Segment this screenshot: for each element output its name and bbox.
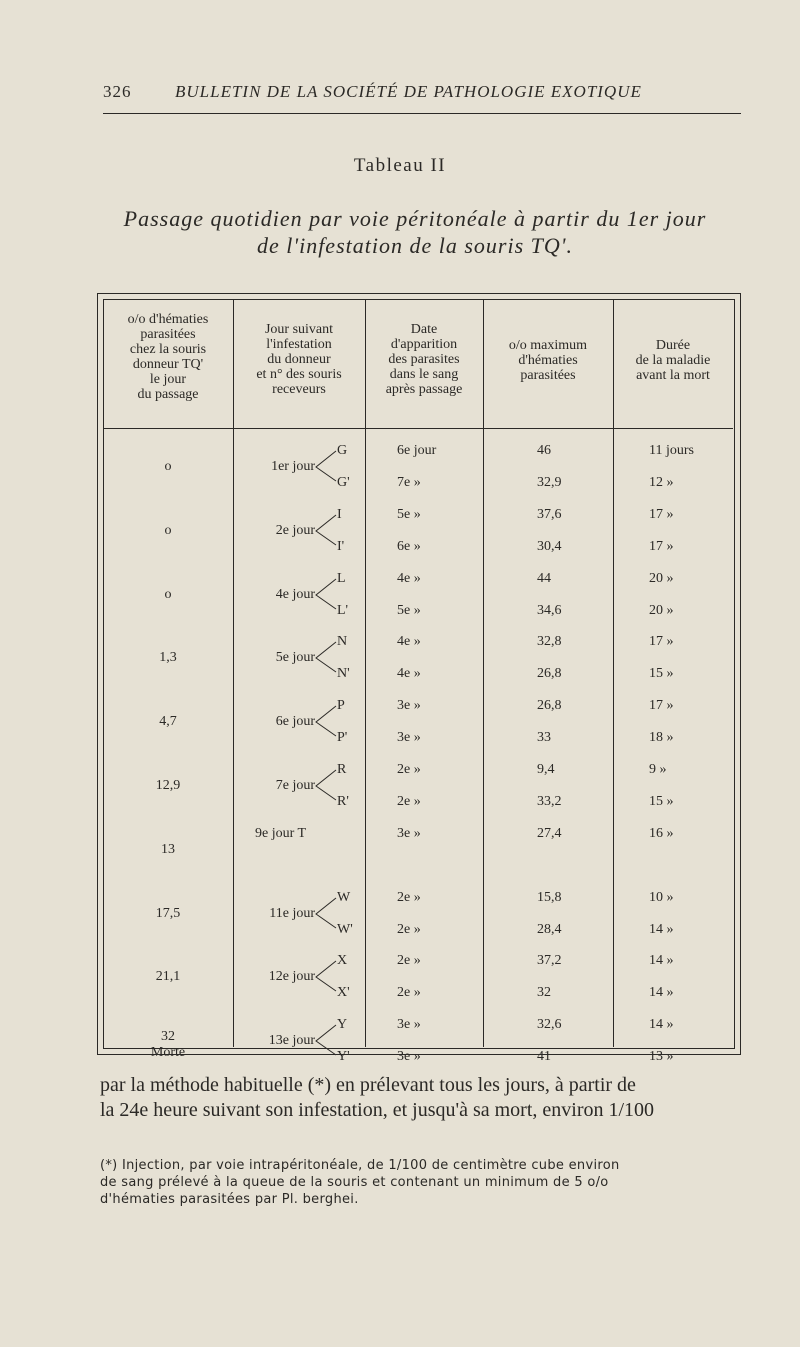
- branch-bracket: [314, 513, 338, 547]
- disease-duration: 20 »: [649, 602, 674, 618]
- max-parasitemia: 9,4: [537, 762, 555, 777]
- appearance-date: 3e »: [397, 1049, 421, 1065]
- column-header-line: du donneur: [267, 352, 331, 367]
- disease-duration: 17 »: [649, 634, 674, 650]
- disease-duration: 17 »: [649, 506, 674, 522]
- donor-percent: 12,9: [155, 778, 181, 793]
- recipient-mouse-label: P': [337, 730, 348, 746]
- recipient-mouse-label: Y': [337, 1049, 350, 1065]
- max-parasitemia: 30,4: [537, 538, 562, 554]
- column-header: [233, 322, 365, 397]
- max-parasitemia: 37,6: [537, 506, 562, 522]
- donor-percent: 13: [161, 841, 175, 857]
- recipient-mouse-label: I': [337, 538, 345, 554]
- column-header-line: donneur TQ': [132, 357, 204, 372]
- max-parasitemia: 46: [537, 443, 551, 458]
- max-parasitemia: 27,4: [537, 825, 562, 841]
- appearance-date: 2e »: [397, 953, 421, 969]
- column-header-line: du passage: [137, 387, 199, 402]
- column-header-line: parasitées: [520, 368, 576, 383]
- max-parasitemia: 34,6: [537, 602, 562, 618]
- max-parasitemia: 15,8: [537, 889, 562, 905]
- appearance-date: 4e »: [397, 570, 421, 586]
- branch-bracket: [314, 959, 338, 993]
- appearance-date: 3e »: [397, 730, 421, 746]
- donor-percent: 4,7: [159, 714, 177, 730]
- caption-line-2: de l'infestation de la souris TQ'.: [257, 233, 573, 258]
- branch-bracket: [314, 1023, 338, 1057]
- appearance-date: 4e »: [397, 634, 421, 650]
- body-paragraph: [100, 1073, 740, 1123]
- recipient-mouse-label: Y: [337, 1017, 348, 1033]
- column-header-line: dans le sang: [389, 367, 459, 382]
- column-header-line: après passage: [385, 382, 463, 397]
- donor-note: Morte: [150, 1045, 186, 1061]
- body-line-1: par la méthode habituelle (*) en prélevant tous les jours, à partir de: [100, 1074, 636, 1096]
- appearance-date: 3e »: [397, 698, 421, 714]
- column-header-line: o/o d'hématies: [127, 312, 209, 327]
- max-parasitemia: 28,4: [537, 921, 562, 937]
- appearance-date: 2e »: [397, 985, 421, 1001]
- appearance-date: 5e »: [397, 506, 421, 522]
- column-header: [483, 338, 613, 383]
- page-number: 326: [103, 82, 132, 101]
- passage-day: 5e jour: [275, 650, 315, 666]
- disease-duration: 20 »: [649, 570, 674, 586]
- donor-percent: o: [164, 522, 172, 538]
- footnote-line-3: d'hématies parasitées par Pl. berghei.: [100, 1192, 359, 1207]
- disease-duration: 9 »: [649, 762, 667, 777]
- max-parasitemia: 26,8: [537, 666, 562, 682]
- column-header-line: l'infestation: [266, 337, 332, 352]
- recipient-mouse-label: W: [337, 889, 351, 905]
- passage-day: 2e jour: [275, 522, 315, 538]
- column-header-line: avant la mort: [636, 368, 710, 383]
- disease-duration: 17 »: [649, 538, 674, 554]
- recipient-mouse-label: G': [337, 475, 350, 490]
- header-rule: [103, 113, 741, 114]
- column-header: [103, 312, 233, 402]
- max-parasitemia: 32,9: [537, 475, 562, 490]
- recipient-mouse-label: I: [337, 506, 342, 522]
- passage-day: 11e jour: [269, 905, 315, 921]
- table-caption: [90, 205, 740, 259]
- passage-day: 9e jour T: [255, 825, 307, 841]
- disease-duration: 18 »: [649, 730, 674, 746]
- donor-percent: 17,5: [155, 905, 181, 921]
- column-header-line: et n° des souris: [256, 367, 342, 382]
- disease-duration: 12 »: [649, 475, 674, 490]
- disease-duration: 17 »: [649, 698, 674, 714]
- appearance-date: 3e »: [397, 1017, 421, 1033]
- max-parasitemia: 37,2: [537, 953, 562, 969]
- passage-day: 12e jour: [268, 969, 315, 985]
- appearance-date: 3e »: [397, 825, 421, 841]
- column-header-line: o/o maximum: [508, 338, 588, 353]
- donor-percent: 21,1: [155, 969, 181, 985]
- passage-day: 1er jour: [271, 459, 315, 474]
- passage-day: 7e jour: [275, 778, 315, 793]
- recipient-mouse-label: N: [337, 634, 348, 650]
- max-parasitemia: 33: [537, 730, 551, 746]
- disease-duration: 11 jours: [649, 443, 694, 458]
- branch-bracket: [314, 768, 338, 802]
- footnote: [100, 1157, 740, 1208]
- appearance-date: 2e »: [397, 794, 421, 809]
- branch-bracket: [314, 704, 338, 738]
- column-header-line: de la maladie: [635, 353, 711, 368]
- recipient-mouse-label: R: [337, 762, 347, 777]
- max-parasitemia: 44: [537, 570, 551, 586]
- column-divider: [233, 299, 234, 1047]
- disease-duration: 14 »: [649, 953, 674, 969]
- recipient-mouse-label: X': [337, 985, 350, 1001]
- appearance-date: 2e »: [397, 921, 421, 937]
- column-header-line: chez la souris: [129, 342, 207, 357]
- column-header-line: le jour: [149, 372, 187, 387]
- disease-duration: 13 »: [649, 1049, 674, 1065]
- recipient-mouse-label: P: [337, 698, 345, 714]
- column-header: [365, 322, 483, 397]
- passage-day: 13e jour: [268, 1033, 315, 1049]
- disease-duration: 14 »: [649, 985, 674, 1001]
- max-parasitemia: 26,8: [537, 698, 562, 714]
- donor-percent: o: [164, 459, 172, 474]
- table-title: Tableau II: [353, 155, 447, 176]
- column-header-line: d'hématies: [518, 353, 578, 368]
- disease-duration: 14 »: [649, 921, 674, 937]
- journal-title: BULLETIN DE LA SOCIÉTÉ DE PATHOLOGIE EXOTIQUE: [175, 82, 642, 101]
- recipient-mouse-label: R': [337, 794, 349, 809]
- recipient-mouse-label: W': [337, 921, 353, 937]
- donor-percent: 1,3: [159, 650, 177, 666]
- appearance-date: 7e »: [397, 475, 421, 490]
- column-header-line: parasitées: [140, 327, 196, 342]
- max-parasitemia: 32: [537, 985, 551, 1001]
- column-header-line: Jour suivant: [264, 322, 334, 337]
- donor-percent: o: [164, 586, 172, 602]
- appearance-date: 2e »: [397, 762, 421, 777]
- recipient-mouse-label: X: [337, 953, 348, 969]
- appearance-date: 5e »: [397, 602, 421, 618]
- disease-duration: 15 »: [649, 666, 674, 682]
- column-header: [613, 338, 733, 383]
- disease-duration: 14 »: [649, 1017, 674, 1033]
- passage-day: 6e jour: [275, 714, 315, 730]
- max-parasitemia: 32,6: [537, 1017, 562, 1033]
- body-line-2: la 24e heure suivant son infestation, et jusqu'à sa mort, environ 1/100: [100, 1099, 655, 1121]
- branch-bracket: [314, 449, 338, 483]
- branch-bracket: [314, 640, 338, 674]
- max-parasitemia: 33,2: [537, 794, 562, 809]
- max-parasitemia: 41: [537, 1049, 551, 1065]
- caption-line-1: Passage quotidien par voie péritonéale à partir du 1er jour: [123, 206, 707, 231]
- footnote-line-2: de sang prélevé à la queue de la souris et contenant un minimum de 5 o/o: [100, 1175, 609, 1190]
- recipient-mouse-label: N': [337, 666, 350, 682]
- passage-day: 4e jour: [275, 586, 315, 602]
- column-header-line: d'apparition: [390, 337, 458, 352]
- appearance-date: 6e »: [397, 538, 421, 554]
- recipient-mouse-label: G: [337, 443, 348, 458]
- recipient-mouse-label: L: [337, 570, 346, 586]
- appearance-date: 4e »: [397, 666, 421, 682]
- branch-bracket: [314, 896, 338, 930]
- header-row-divider: [103, 428, 733, 429]
- appearance-date: 6e jour: [397, 443, 437, 458]
- recipient-mouse-label: L': [337, 602, 349, 618]
- branch-bracket: [314, 577, 338, 611]
- column-header-line: receveurs: [272, 382, 326, 397]
- disease-duration: 10 »: [649, 889, 674, 905]
- max-parasitemia: 32,8: [537, 634, 562, 650]
- column-header-line: des parasites: [388, 352, 460, 367]
- column-header-line: Date: [410, 322, 438, 337]
- footnote-line-1: (*) Injection, par voie intrapéritonéale, de 1/100 de centimètre cube environ: [100, 1158, 620, 1173]
- donor-percent: 32: [161, 1029, 175, 1045]
- disease-duration: 16 »: [649, 825, 674, 841]
- disease-duration: 15 »: [649, 794, 674, 809]
- appearance-date: 2e »: [397, 889, 421, 905]
- column-header-line: Durée: [655, 338, 691, 353]
